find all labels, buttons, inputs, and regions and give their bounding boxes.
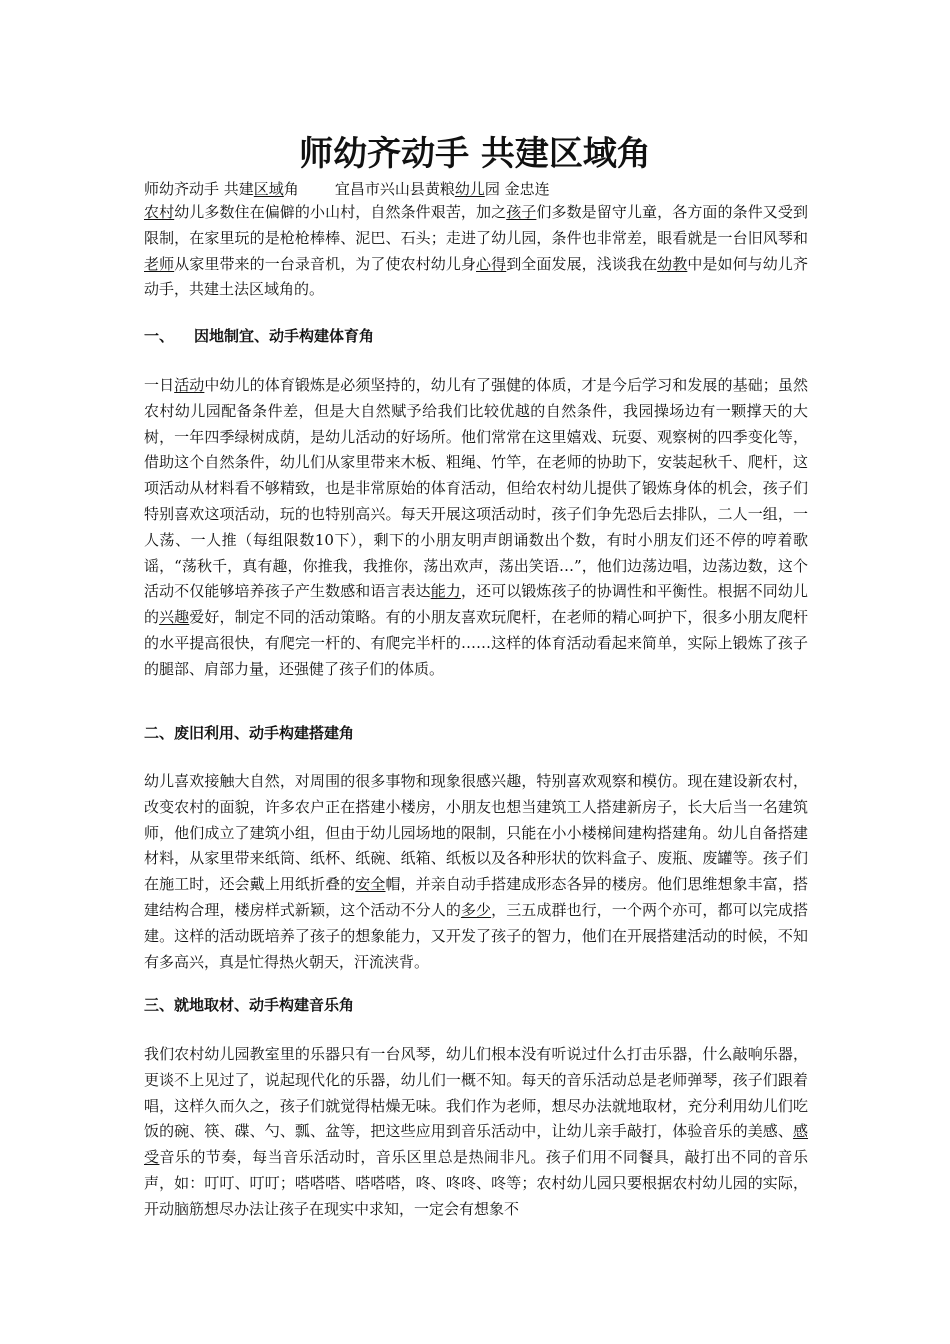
text-run: 幼儿喜欢接触大自然，对周围的很多事物和现象很感兴趣，特别喜欢观察和模仿。现在建设新农村，改变农村的面貌，许多农户正在搭建小楼房，小朋友也想当建筑工人搭建新房子，长大后当一名建筑师，他们成立了建筑小组，但由于幼儿园场地的限制，只能在小小楼梯间建构搭建角。幼儿自备搭建材料，从家里带来纸筒、纸杯、纸碗、纸箱、纸板以及各种形状的饮料盒子、废瓶、废罐等。孩子们在施工时，还会戴上用纸折叠的 — [144, 772, 808, 894]
text-run: 中幼儿的体育锻炼是必须坚持的，幼儿有了强健的体质，才是今后学习和发展的基础；虽然农村幼儿园配备条件差，但是大自然赋予给我们比较优越的自然条件，我园操场边有一颗撑天的大树，一年四季绿树成荫，是幼儿活动的好场所。他们常常在这里嬉戏、玩耍、观察树的四季变化等，借助这个自然条件，幼儿们从家里带来木板、粗绳、竹竿，在老师的协助下，安装起秋千、爬杆，这项活动从材料看不够精致，也是非常原始的体育活动，但给农村幼儿提供了锻炼身体的机会，孩子们特别喜欢这项活动，玩的也特别高兴。每天开展这项活动时，孩子们争先恐后去排队，二人一组，一人荡、一人推（每组限数10下），剩下的小朋友明声朗诵数出个数，有时小朋友们还不停的哼着歌谣，“荡秋千，真有趣，你推我，我推你，荡出欢声，荡出笑语…”，他们边荡边唱，边荡边数，这个活动不仅能够培养孩子产生数感和语言表达 — [144, 376, 808, 601]
text-run: 音乐的节奏，每当音乐活动时，音乐区里总是热闹非凡。孩子们用不同餐具，敲打出不同的音乐声，如：叮叮、叮叮；嗒嗒嗒、嗒嗒嗒，咚、咚咚、咚等；农村幼儿园只要根据农村幼儿园的实际，开动脑筋想尽办法让孩子在现实中求知，一定会有想象不 — [144, 1148, 808, 1218]
text-run: 帽，并亲自动手搭建成形态各异的楼房。他们思维想象丰富，搭建结构合理，楼房样式新颖，这个活动不分人的 — [144, 875, 808, 919]
inline-link[interactable]: 感受 — [144, 1122, 808, 1167]
section-1-number: 一、 — [144, 327, 175, 345]
inline-link[interactable]: 幼教 — [657, 254, 688, 273]
section-2-body — [144, 769, 808, 975]
section-1-title: 因地制宜、动手构建体育角 — [194, 327, 375, 345]
text-run: 我们农村幼儿园教室里的乐器只有一台风琴，幼儿们根本没有听说过什么打击乐器，什么敲响乐器，更谈不上见过了，说起现代化的乐器，幼儿们一概不知。每天的音乐活动总是老师弹琴，孩子们跟着唱，这样久而久之，孩子们就觉得枯燥无味。我们作为老师，想尽办法就地取材，充分利用幼儿们吃饭的碗、筷、碟、勺、瓢、盆等，把这些应用到音乐活动中，让幼儿亲手敲打，体验音乐的美感、 — [144, 1045, 808, 1141]
byline-author-org: 宜昌市兴山县黄粮 — [334, 180, 455, 198]
text-run: 们多数是留守儿童，各方面的条件又受到限制，在家里玩的是枪枪棒棒、泥巴、石头；走进了幼儿园，条件也非常差，眼看就是一台旧风琴和 — [144, 203, 808, 247]
inline-link[interactable]: 活动 — [174, 376, 205, 394]
byline-author: 园 金忠连 — [484, 180, 550, 198]
intro-paragraph — [144, 200, 808, 303]
inline-link[interactable]: 孩子 — [506, 203, 537, 221]
text-run: ，三五成群也行，一个两个亦可，都可以完成搭建。这样的活动既培养了孩子的想象能力，又开发了孩子的智力，他们在开展搭建活动的时候，不知有多高兴，真是忙得热火朝天，汗流浃背。 — [144, 900, 808, 971]
section-2-heading: 二、废旧利用、动手构建搭建角 — [144, 724, 355, 742]
section-1-body — [144, 373, 808, 683]
text-run: 从家里带来的一台录音机，为了使农村幼儿身 — [174, 254, 477, 273]
text-run: ，还可以锻炼孩子的协调性和平衡性。根据不同幼儿的 — [144, 582, 808, 627]
byline-link-youer[interactable]: 幼儿 — [454, 180, 485, 198]
inline-link[interactable]: 安全 — [355, 875, 386, 894]
section-3-heading: 三、就地取材、动手构建音乐角 — [144, 996, 355, 1014]
text-run: 到全面发展，浅谈我在 — [506, 254, 658, 273]
byline-link-quyu[interactable]: 区域 — [253, 180, 284, 198]
byline-title-end: 角 — [283, 180, 299, 198]
text-run: 中是如何与幼儿齐动手，共建土法区域角的。 — [144, 254, 808, 299]
byline — [144, 178, 550, 199]
inline-link[interactable]: 兴趣 — [159, 608, 190, 627]
inline-link[interactable]: 多少 — [460, 900, 492, 919]
inline-link[interactable]: 能力 — [430, 582, 461, 601]
document-title: 师幼齐动手 共建区域角 — [299, 134, 651, 174]
inline-link[interactable]: 农村 — [144, 203, 175, 221]
text-run: 幼儿多数住在偏僻的小山村，自然条件艰苦，加之 — [174, 203, 507, 221]
text-run: 一日 — [144, 376, 175, 394]
inline-link[interactable]: 心得 — [476, 254, 507, 273]
section-1-heading — [144, 325, 374, 346]
inline-link[interactable]: 老师 — [144, 254, 175, 273]
text-run: 爱好，制定不同的活动策略。有的小朋友喜欢玩爬杆，在老师的精心呵护下，很多小朋友爬杆的水平提高很快，有爬完一杆的、有爬完半杆的……这样的体育活动看起来简单，实际上锻炼了孩子的腿部、肩部力量，还强健了孩子们的体质。 — [144, 608, 808, 678]
section-3-body — [144, 1042, 808, 1223]
byline-title: 师幼齐动手 共建 — [144, 180, 254, 198]
